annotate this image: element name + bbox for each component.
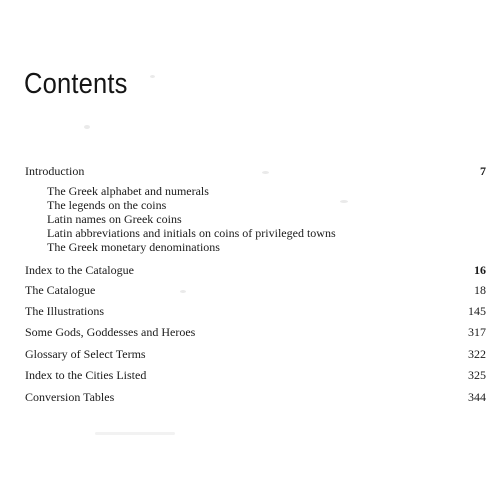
scan-speck [150, 75, 155, 78]
toc-entry-label: The Catalogue [25, 283, 96, 297]
toc-entry-label: Conversion Tables [25, 390, 115, 404]
toc-entry-introduction [25, 163, 486, 179]
scan-speck [340, 200, 348, 203]
toc-subentry: The Greek monetary denominations [47, 240, 220, 254]
toc-entry-page: 322 [468, 347, 486, 361]
scan-speck [95, 432, 175, 435]
scan-speck [84, 125, 90, 129]
toc-entry-page: 145 [468, 304, 486, 318]
toc-subentry: The Greek alphabet and numerals [47, 184, 209, 198]
toc-entry-index-to-cities [25, 367, 486, 383]
toc-subentry: Latin names on Greek coins [47, 212, 182, 226]
page-title: Contents [24, 68, 128, 100]
toc-entry-page: 317 [468, 325, 486, 339]
toc-entry-label: Index to the Cities Listed [25, 368, 147, 382]
scan-speck [180, 290, 186, 293]
toc-entry-page: 344 [468, 390, 486, 404]
toc-entry-glossary [25, 346, 486, 362]
toc-entry-page: 325 [468, 368, 486, 382]
toc-entry-illustrations [25, 303, 486, 319]
toc-subentry: The legends on the coins [47, 198, 167, 212]
toc-entry-conversion-tables [25, 389, 486, 405]
toc-entry-label: Index to the Catalogue [25, 263, 134, 277]
toc-entry-gods-goddesses-heroes [25, 324, 486, 340]
toc-entry-page: 7 [480, 164, 486, 178]
toc-entry-page: 16 [474, 263, 486, 277]
scan-speck [262, 171, 269, 174]
toc-subentry: Latin abbreviations and initials on coins of privileged towns [47, 226, 336, 240]
toc-entry-page: 18 [474, 283, 486, 297]
toc-entry-label: Some Gods, Goddesses and Heroes [25, 325, 196, 339]
toc-entry-label: The Illustrations [25, 304, 104, 318]
toc-entry-index-to-catalogue [25, 262, 486, 278]
toc-entry-catalogue [25, 282, 486, 298]
toc-entry-label: Introduction [25, 164, 85, 178]
toc-entry-label: Glossary of Select Terms [25, 347, 146, 361]
